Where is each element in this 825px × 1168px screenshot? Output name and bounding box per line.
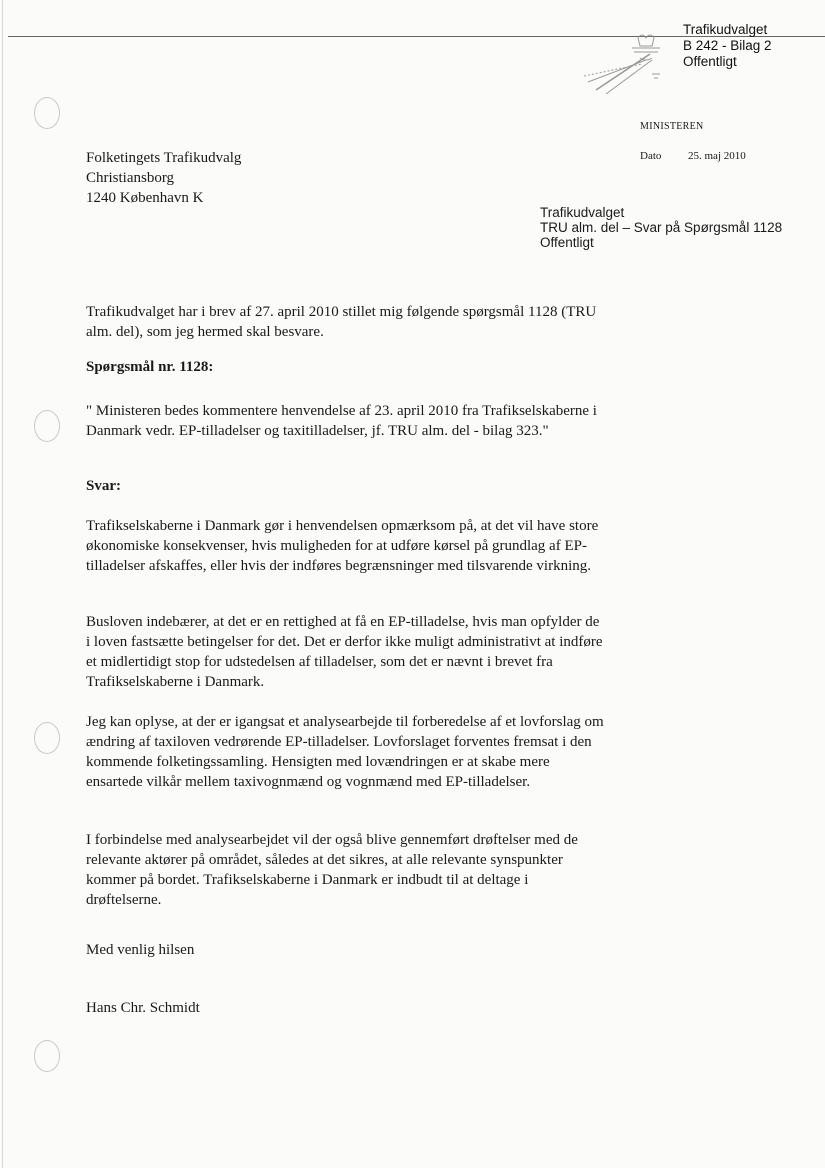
archive-stamp: [683, 22, 772, 70]
punch-hole: [34, 722, 60, 754]
recipient-line: 1240 København K: [86, 190, 204, 206]
punch-hole: [34, 410, 60, 442]
recipient-line: Folketingets Trafikudvalg: [86, 150, 242, 166]
stamp-committee: Trafikudvalget: [683, 22, 768, 37]
question-text: " Ministeren bedes kommentere henvendelse af 23. april 2010 fra Trafikselskaberne i Danmark vedr. EP-tilladelser og taxitilladelser, jf. TRU alm. del - bilag 323.": [86, 403, 597, 439]
reference-line: Trafikudvalget: [540, 205, 625, 220]
answer-paragraph: Busloven indebærer, at det er en rettighed at få en EP-tilladelse, hvis man opfylder de i loven fastsætte betingelser for det. Det er derfor ikke muligt administrativt at indføre et midlertidigt stop for udstedelsen af tilladelser, som det er nævnt i brevet fra Trafikselskaberne i Danmark.: [86, 614, 603, 690]
reference-block: [540, 205, 782, 250]
answer-paragraph: Jeg kan oplyse, at der er igangsat et analysearbejde til forberedelse af et lovforslag om ændring af taxiloven vedrørende EP-tilladelser. Lovforslaget forventes fremsat i den kommende folketingssamling. Hensigten med lovændringen er at skabe mere ensartede vilkår mellem taxivognmænd og vognmænd med EP-tilladelser.: [86, 714, 604, 790]
answer-paragraph: Trafikselskaberne i Danmark gør i henvendelsen opmærksom på, at det vil have store økonomiske konsekvenser, hvis muligheden for at udføre kørsel på grundlag af EP-tilladelser afskaffes, eller hvis der indføres begrænsninger med tilsvarende virkning.: [86, 518, 599, 574]
punch-hole: [34, 1040, 60, 1072]
date-label: Dato: [640, 150, 662, 162]
intro-paragraph: Trafikudvalget har i brev af 27. april 2010 stillet mig følgende spørgsmål 1128 (TRU alm. del), som jeg hermed skal besvare.: [86, 304, 597, 340]
recipient-address: [86, 148, 241, 208]
date-value: 25. maj 2010: [688, 150, 746, 162]
reference-line: Offentligt: [540, 235, 594, 250]
royal-crest-icon: [566, 30, 686, 98]
answer-heading: Svar:: [86, 478, 121, 494]
stamp-status: Offentligt: [683, 54, 737, 69]
closing-greeting: Med venlig hilsen: [86, 942, 195, 958]
answer-paragraph: I forbindelse med analysearbejdet vil der også blive gennemført drøftelser med de relevante aktører på området, således at det sikres, at alle relevante synspunkter kommer på bordet. Trafikselskaberne i Danmark er indbudt til at deltage i drøftelserne.: [86, 832, 578, 908]
stamp-bilag: B 242 - Bilag 2: [683, 38, 772, 53]
scan-edge: [2, 0, 3, 1168]
punch-hole: [34, 97, 60, 129]
recipient-line: Christiansborg: [86, 170, 175, 186]
ministry-label: MINISTEREN: [640, 121, 704, 132]
date-line: [640, 150, 746, 162]
reference-line: TRU alm. del – Svar på Spørgsmål 1128: [540, 220, 783, 235]
question-heading: Spørgsmål nr. 1128:: [86, 359, 214, 375]
signature-name: Hans Chr. Schmidt: [86, 1000, 200, 1016]
